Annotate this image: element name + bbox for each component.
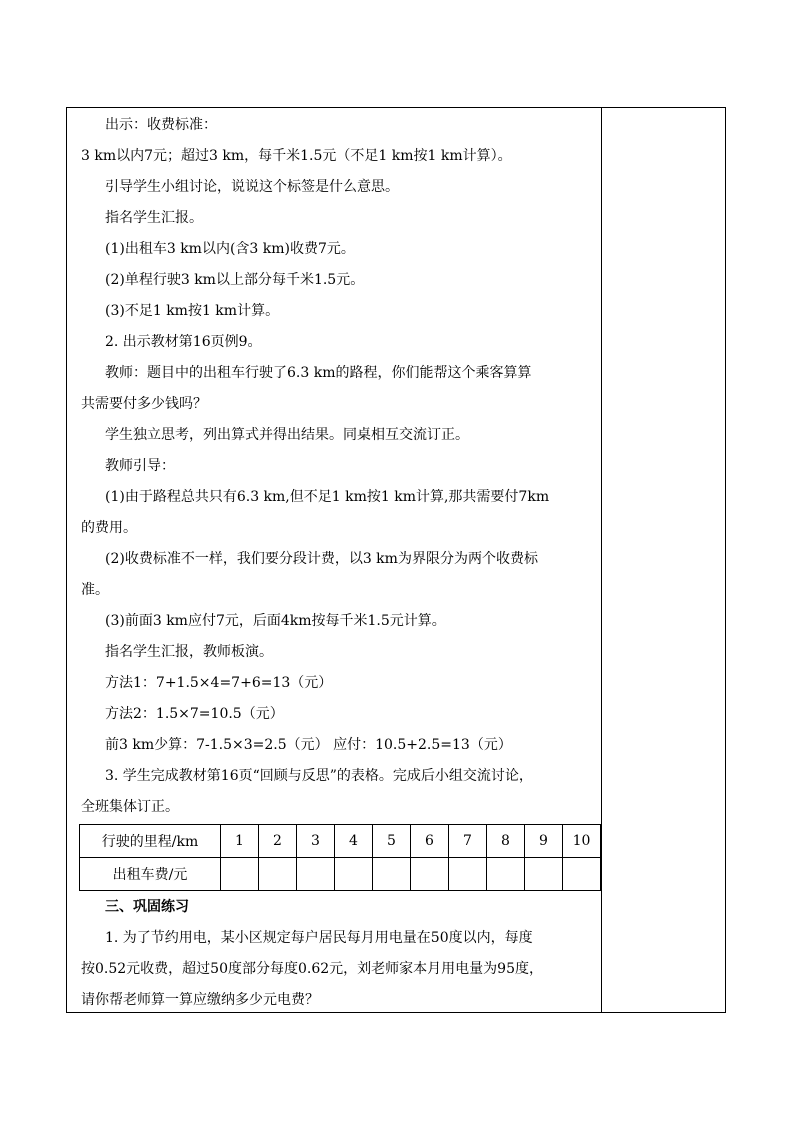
table-cell-empty [373, 858, 411, 891]
paragraph: (1)由于路程总共只有6.3 km,但不足1 km按1 km计算,那共需要付7km [105, 489, 550, 505]
paragraph: (1)出租车3 km以内(含3 km)收费7元。 [105, 241, 355, 257]
paragraph: 方法2：1.5×7=10.5（元） [105, 706, 284, 722]
table-cell-empty [449, 858, 487, 891]
paragraph: 学生独立思考，列出算式并得出结果。同桌相互交流订正。 [105, 427, 469, 443]
table-cell-empty [525, 858, 563, 891]
paragraph: 准。 [81, 582, 109, 598]
table-cell: 4 [335, 825, 373, 858]
paragraph: 3 km以内7元；超过3 km，每千米1.5元（不足1 km按1 km计算）。 [81, 148, 512, 164]
paragraph: 方法1：7+1.5×4=7+6=13（元） [105, 675, 333, 691]
row-header-distance: 行驶的里程/km [80, 825, 221, 858]
paragraph: (2)单程行驶3 km以上部分每千米1.5元。 [105, 272, 365, 288]
table-cell-empty [297, 858, 335, 891]
table-cell: 7 [449, 825, 487, 858]
table-cell-empty [487, 858, 525, 891]
paragraph: 共需要付多少钱吗？ [81, 396, 207, 412]
lesson-plan-frame [66, 107, 726, 1013]
row-header-fare: 出租车费/元 [80, 858, 221, 891]
table-cell: 8 [487, 825, 525, 858]
table-cell-empty [259, 858, 297, 891]
table-row [80, 858, 601, 891]
paragraph: (3)前面3 km应付7元，后面4km按每千米1.5元计算。 [105, 613, 446, 629]
paragraph: (2)收费标准不一样，我们要分段计费，以3 km为界限分为两个收费标 [105, 551, 538, 567]
table-cell: 9 [525, 825, 563, 858]
paragraph: (3)不足1 km按1 km计算。 [105, 303, 280, 319]
table-cell-empty [221, 858, 259, 891]
notes-column-divider [601, 108, 602, 1012]
table-cell-empty [563, 858, 601, 891]
exercise-line: 按0.52元收费，超过50度部分每度0.62元，刘老师家本月用电量为95度， [81, 961, 543, 977]
paragraph: 引导学生小组讨论，说说这个标签是什么意思。 [105, 179, 399, 195]
section-title: 三、巩固练习 [105, 899, 189, 915]
table-cell-empty [335, 858, 373, 891]
paragraph: 教师引导： [105, 458, 175, 474]
paragraph: 教师：题目中的出租车行驶了6.3 km的路程，你们能帮这个乘客算算 [105, 365, 532, 381]
exercise-line: 1. 为了节约用电，某小区规定每户居民每月用电量在50度以内，每度 [105, 930, 533, 946]
table-cell: 3 [297, 825, 335, 858]
table-cell: 10 [563, 825, 601, 858]
paragraph: 的费用。 [81, 520, 137, 536]
table-row [80, 825, 601, 858]
paragraph: 全班集体订正。 [81, 799, 179, 815]
exercise-line: 请你帮老师算一算应缴纳多少元电费？ [81, 992, 319, 1008]
paragraph: 前3 km少算：7-1.5×3=2.5（元） 应付：10.5+2.5=13（元） [105, 737, 512, 753]
paragraph: 指名学生汇报，教师板演。 [105, 644, 273, 660]
table-cell: 6 [411, 825, 449, 858]
paragraph: 3. 学生完成教材第16页“回顾与反思”的表格。完成后小组交流讨论， [105, 768, 533, 784]
paragraph: 指名学生汇报。 [105, 210, 203, 226]
paragraph: 2. 出示教材第16页例9。 [105, 334, 262, 350]
table-cell: 5 [373, 825, 411, 858]
paragraph: 出示：收费标准： [105, 117, 217, 133]
table-cell-empty [411, 858, 449, 891]
table-cell: 2 [259, 825, 297, 858]
taxi-fare-table [79, 824, 601, 891]
table-cell: 1 [221, 825, 259, 858]
